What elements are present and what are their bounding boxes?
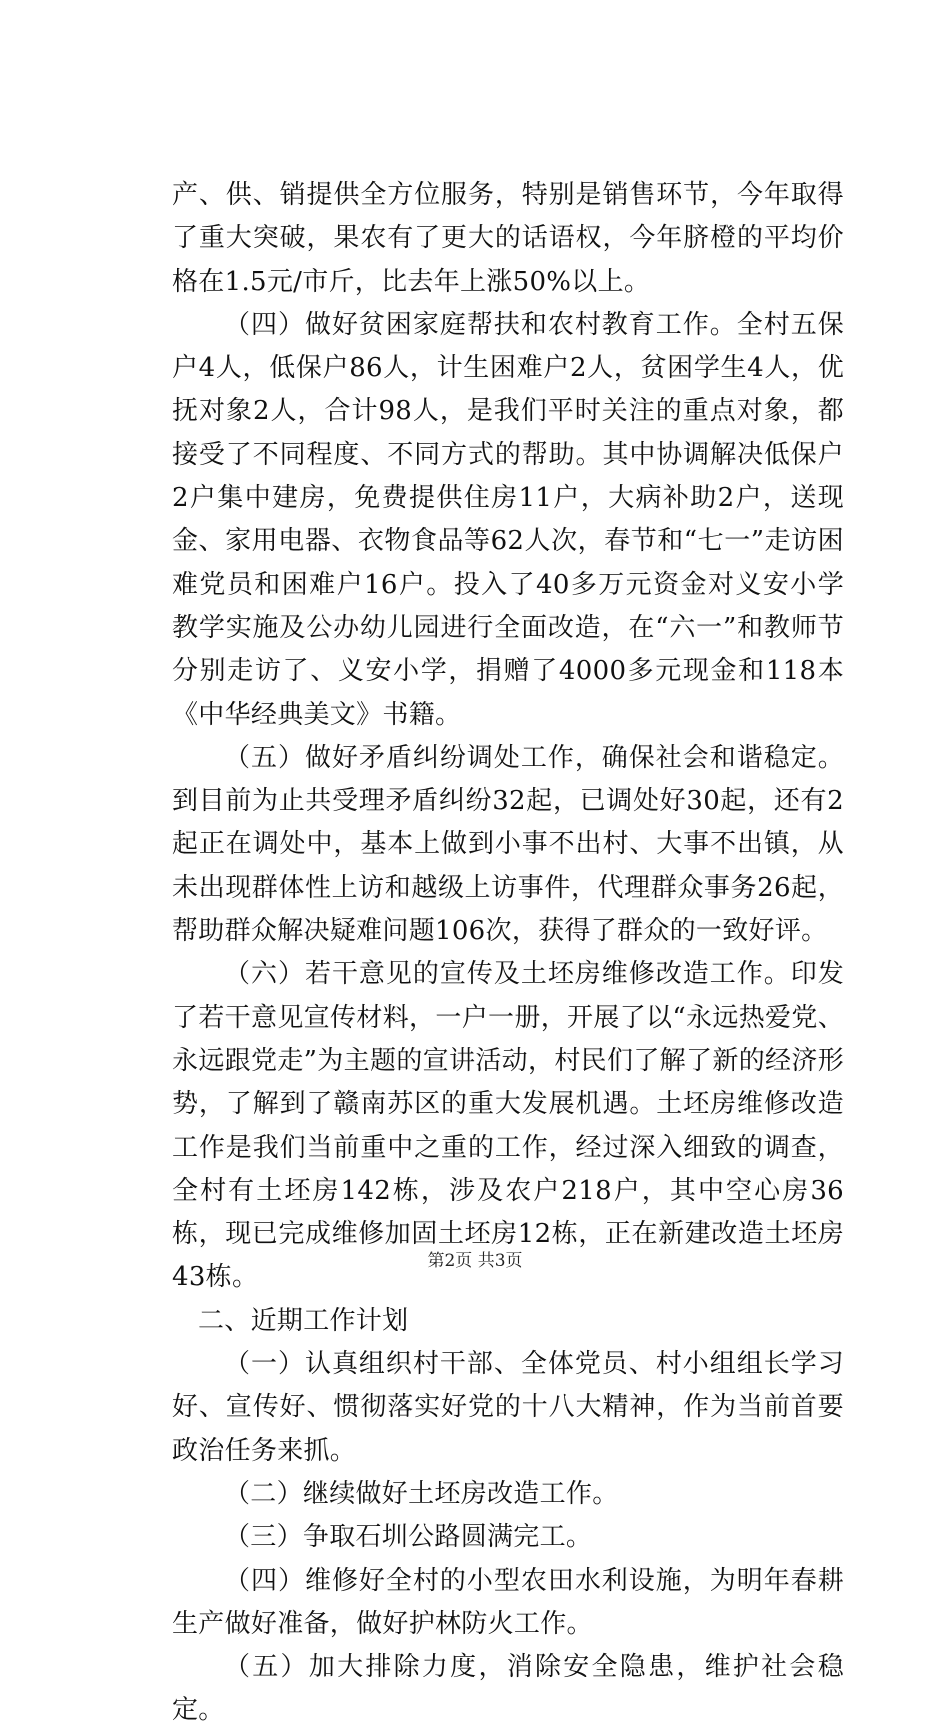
paragraph-housing-renovation: （六）若干意见的宣传及土坯房维修改造工作。印发了若干意见宣传材料，一户一册，开展了以“永远热爱党、永远跟党走”为主题的宣讲活动，村民们了解了新的经济形势，了解到了赣南苏区的重大发展机遇。土坯房维修改造工作是我们当前重中之重的工作，经过深入细致的调查，全村有土坯房142栋，涉及农户218户，其中空心房36栋，现已完成维修加固土坯房12栋，正在新建改造土坯房43栋。 (172, 959, 844, 1293)
plan-item-5: （五）加大排除力度，消除安全隐患，维护社会稳定。 (172, 1652, 844, 1726)
page-number-footer: 第2页 共3页 (427, 1251, 523, 1271)
plan-item-1: （一）认真组织村干部、全体党员、村小组组长学习好、宣传好、惯彻落实好党的十八大精神，作为当前首要政治任务来抓。 (172, 1349, 844, 1466)
document-body (172, 174, 844, 1733)
paragraph-poverty-assistance: （四）做好贫困家庭帮扶和农村教育工作。全村五保户4人，低保户86人，计生困难户2人，贫困学生4人，优抚对象2人，合计98人，是我们平时关注的重点对象，都接受了不同程度、不同方式的帮助。其中协调解决低保户2户集中建房，免费提供住房11户，大病补助2户，送现金、家用电器、衣物食品等62人次，春节和“七一”走访困难党员和困难户16户。投入了40多万元资金对义安小学教学实施及公办幼儿园进行全面改造，在“六一”和教师节分别走访了、义安小学，捐赠了4000多元现金和118本《中华经典美文》书籍。 (172, 309, 844, 730)
paragraph-continuation: 产、供、销提供全方位服务，特别是销售环节，今年取得了重大突破，果农有了更大的话语权，今年脐橙的平均价格在1.5元/市斤，比去年上涨50%以上。 (172, 180, 844, 297)
plan-item-2: （二）继续做好土坯房改造工作。 (224, 1478, 619, 1509)
plan-item-3: （三）争取石圳公路圆满完工。 (224, 1522, 593, 1553)
section-heading-work-plan: 二、近期工作计划 (198, 1305, 409, 1336)
plan-item-4: （四）维修好全村的小型农田水利设施，为明年春耕生产做好准备，做好护林防火工作。 (172, 1565, 844, 1639)
paragraph-dispute-mediation: （五）做好矛盾纠纷调处工作，确保社会和谐稳定。到目前为止共受理矛盾纠纷32起，已调处好30起，还有2起正在调处中，基本上做到小事不出村、大事不出镇，从未出现群体性上访和越级上访事件，代理群众事务26起，帮助群众解决疑难问题106次，获得了群众的一致好评。 (172, 742, 844, 947)
